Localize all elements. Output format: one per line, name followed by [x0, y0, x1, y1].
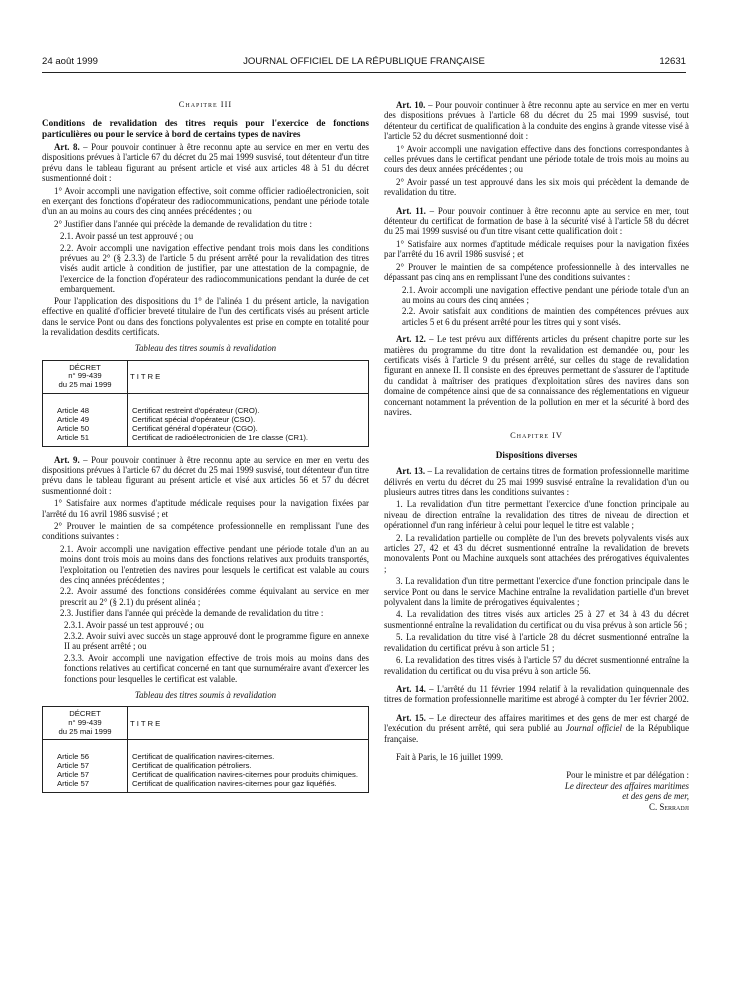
table-cell-titre: Certificat de qualification navires-citernes pour gaz liquéfiés.	[128, 779, 369, 793]
table-cell-article: Article 51	[43, 433, 128, 447]
table-row	[43, 770, 369, 779]
article-12-text: – Le test prévu aux différents articles du présent chapitre porte sur les matières du programme du titre dont la revalidation est demandée ou, pour les certificats visés à l'article 9 du présent arrêté, sur celles du stage de revalidation figurant en annexe II. Il consiste en des épreuves permettant de s'assurer de l'aptitude du candidat à maîtriser des pratiques d'exploitation sûres des navires dans son domaine de compétence ainsi que de sa connaissance des réglementations en vigueur concernant notamment la prévention de la pollution en mer et la sécurité à bord des navires.	[384, 334, 689, 417]
article-15-text: – Le directeur des affaires maritimes et des gens de mer est chargé de l'exécution du présent arrêté, qui sera publié au	[384, 712, 689, 734]
table-1-header-decret-line: n° 99-439	[68, 371, 102, 381]
article-14	[384, 684, 689, 705]
journal-officiel-title: Journal officiel	[565, 723, 622, 734]
article-13	[384, 466, 689, 497]
table-cell-titre: Certificat spécial d'opérateur (CSO).	[128, 415, 369, 424]
article-8-item-2-2: 2.2. Avoir accompli une navigation effective pendant trois mois dans les conditions prévues au 2° (§ 2.3.3) de l'article 5 du présent arrêté pour la revalidation des titres visés audit article à condition de justifier, par une attestation de la compagnie, de l'exercice de la fonction d'opérateur des radiocommunications pendant la durée de cet embarquement.	[60, 242, 369, 295]
article-14-label: Art. 14.	[396, 683, 426, 694]
article-9-text: – Pour pouvoir continuer à être reconnu apte au service en mer en vertu des dispositions prévues à l'article 67 du décret du 25 mai 1999 susvisé, tout détenteur d'un titre prévu dans le tableau figurant au présent article et visé aux articles 56 et 57 du décret susmentionné doit :	[42, 454, 369, 496]
article-9-item-2-1: 2.1. Avoir accompli une navigation effective pendant une période totale d'un an au moins dont trois mois au moins dans des fonctions relatives aux produits transportés, l'exploitation ou l'entretien des navires pour lesquels le certificat est valable au cours des cinq années précédentes ;	[60, 543, 369, 585]
table-2-header-decret-line: du 25 mai 1999	[58, 726, 112, 736]
left-column	[42, 100, 369, 801]
table-cell-article: Article 57	[43, 761, 128, 770]
article-8-item-2: 2° Justifier dans l'année qui précède la demande de revalidation du titre :	[54, 218, 312, 229]
article-9-item-2-3: 2.3. Justifier dans l'année qui précède la demande de revalidation du titre :	[60, 608, 324, 619]
signature-line-2: Le directeur des affaires maritimes	[564, 780, 689, 791]
signature-line-3: et des gens de mer,	[622, 791, 689, 802]
article-13-item: 4. La revalidation des titres visés aux articles 25 à 27 et 34 à 43 du décret susmentionné entraîne la revalidation du certificat ou du visa prévus à son article 56 ;	[384, 609, 689, 630]
article-9-item-2-3-2: 2.3.2. Avoir suivi avec succès un stage approuvé dont le programme figure en annexe II au présent arrêté ; ou	[64, 631, 369, 652]
table-2-header	[43, 707, 369, 740]
table-1-header-titre: TITRE	[128, 360, 369, 393]
article-10-item-1: 1° Avoir accompli une navigation effective dans des fonctions correspondantes à celles prévues dans le certificat pendant une période totale de trois mois au moins au cours des deux années précédentes ; ou	[384, 143, 689, 175]
table-cell-titre: Certificat général d'opérateur (CGO).	[128, 424, 369, 433]
table-row	[43, 415, 369, 424]
article-11-item-2: 2° Prouver le maintien de sa compétence professionnelle à des intervalles ne dépassant pas cinq ans en remplissant l'une des conditions suivantes :	[384, 261, 689, 283]
article-11	[384, 206, 689, 237]
article-15	[384, 713, 689, 744]
table-cell-titre: Certificat restreint d'opérateur (CRO).	[128, 393, 369, 415]
article-13-item: 6. La revalidation des titres visés à l'article 57 du décret susmentionné entraîne la revalidation du certificat ou du visa prévu à son article 56.	[384, 655, 689, 676]
table-row	[43, 779, 369, 793]
article-13-text: – La revalidation de certains titres de formation professionnelle maritime délivrés en vertu du décret du 25 mai 1999 susvisé entraîne la revalidation d'un ou plusieurs autres titres dans les conditions suivantes :	[384, 466, 689, 497]
article-11-item-2-1: 2.1. Avoir accompli une navigation effective pendant une période totale d'un an au moins au cours des cinq années ;	[402, 284, 689, 305]
article-9-item-2-2: 2.2. Avoir assumé des fonctions considérées comme équivalant au service en mer prescrit au 2° (§ 2.1) du présent alinéa ;	[60, 586, 369, 607]
article-9-item-2: 2° Prouver le maintien de sa compétence professionnelle en remplissant l'une des conditions suivantes :	[42, 520, 369, 542]
article-10-item-2: 2° Avoir passé un test approuvé dans les six mois qui précèdent la demande de revalidation du titre.	[384, 176, 689, 198]
chapter-4-heading: Chapitre IV	[510, 431, 563, 441]
table-cell-article: Article 56	[43, 740, 128, 762]
table-2-caption: Tableau des titres soumis à revalidation	[134, 690, 277, 701]
article-9-item-2-3-1: 2.3.1. Avoir passé un test approuvé ; ou	[64, 619, 204, 630]
table-cell-titre: Certificat de radioélectronicien de 1re classe (CR1).	[128, 433, 369, 447]
article-10	[384, 100, 689, 142]
article-9-item-2-3-3: 2.3.3. Avoir accompli une navigation effective de trois mois au moins dans des fonctions relatives au certificat concerné en tant que surnuméraire avant d'exercer les fonctions pour lesquelles le certificat est valable.	[64, 652, 369, 684]
table-cell-article: Article 49	[43, 415, 128, 424]
article-8	[42, 142, 369, 184]
article-8-paragraph: Pour l'application des dispositions du 1° de l'alinéa 1 du présent article, la navigation effective en qualité d'officier breveté titulaire de l'un des certificats visés au présent article dans le service Pont ou dans des fonctions polyvalentes est prise en compte en totalité pour la revalidation desdits certificats.	[42, 295, 369, 337]
table-1	[42, 360, 369, 447]
table-cell-titre: Certificat de qualification navires-citernes.	[128, 740, 369, 762]
table-cell-titre: Certificat de qualification navires-citernes pour produits chimiques.	[128, 770, 369, 779]
article-13-item: 2. La revalidation partielle ou complète de l'un des brevets polyvalents visés aux articles 27, 42 et 43 du décret susmentionné entraîne la revalidation de brevets monovalents Pont ou Machine auxquels sont attachées des prérogatives équivalentes ;	[384, 532, 689, 574]
table-row	[43, 393, 369, 415]
table-1-caption: Tableau des titres soumis à revalidation	[134, 343, 277, 354]
table-row	[43, 740, 369, 762]
table-row	[43, 761, 369, 770]
table-cell-titre: Certificat de qualification pétroliers.	[128, 761, 369, 770]
table-2	[42, 706, 369, 793]
page-header	[42, 56, 686, 73]
article-8-item-1: 1° Avoir accompli une navigation effective, soit comme officier radioélectronicien, soit en exerçant des fonctions d'opérateur des radiocommunications, pendant une période totale d'un an au moins au cours des cinq années précédentes ; ou	[42, 185, 369, 217]
signature-name: C. Serradji	[649, 801, 689, 812]
article-15-label: Art. 15.	[396, 712, 426, 723]
article-10-label: Art. 10.	[396, 100, 426, 110]
table-1-header-decret	[43, 360, 128, 393]
article-13-item: 3. La revalidation d'un titre permettant l'exercice d'une fonction principale dans le service Pont ou dans le service Machine entraîne la revalidation partielle d'un brevet polyvalent dans la limite de prérogatives équivalentes ;	[384, 576, 689, 608]
article-14-text: – L'arrêté du 11 février 1994 relatif à la revalidation quinquennale des titres de formation professionnelle maritime est abrogé à compter du 1er février 2002.	[384, 683, 689, 705]
article-10-text: – Pour pouvoir continuer à être reconnu apte au service en mer en vertu des dispositions prévues à l'article 68 du décret du 25 mai 1999 susvisé, tout détenteur du certificat de qualification à la conduite des engins à grande vitesse visé à l'article 52 du décret susmentionné doit :	[384, 100, 689, 142]
table-row	[43, 433, 369, 447]
table-1-header-decret-line: DÉCRET	[69, 362, 101, 372]
header-page-number: 12631	[659, 56, 686, 67]
table-1-header	[43, 360, 369, 393]
header-journal-title: JOURNAL OFFICIEL DE LA RÉPUBLIQUE FRANÇAISE	[243, 56, 485, 67]
table-1-header-decret-line: du 25 mai 1999	[58, 379, 112, 389]
article-11-item-1: 1° Satisfaire aux normes d'aptitude médicale requises pour la navigation fixées par l'arrêté du 16 avril 1986 susvisé ; et	[384, 238, 689, 260]
chapter-4-title: Dispositions diverses	[495, 449, 578, 460]
table-2-header-titre: TITRE	[128, 707, 369, 740]
article-9	[42, 455, 369, 497]
table-2-header-decret-line: DÉCRET	[69, 709, 101, 719]
article-13-label: Art. 13.	[396, 466, 426, 477]
table-2-header-decret-line: n° 99-439	[68, 718, 102, 728]
table-row	[43, 424, 369, 433]
table-cell-article: Article 57	[43, 770, 128, 779]
article-8-label: Art. 8.	[54, 142, 80, 152]
done-at-paris: Fait à Paris, le 16 juillet 1999.	[396, 751, 503, 762]
article-9-item-1: 1° Satisfaire aux normes d'aptitude médicale requises pour la navigation fixées par l'arrêté du 16 avril 1986 susvisé ; et	[42, 498, 369, 519]
header-date: 24 août 1999	[42, 56, 99, 67]
article-8-item-2-1: 2.1. Avoir passé un test approuvé ; ou	[60, 231, 194, 242]
table-cell-article: Article 48	[43, 393, 128, 415]
table-cell-article: Article 50	[43, 424, 128, 433]
table-cell-article: Article 57	[43, 779, 128, 793]
article-9-label: Art. 9.	[54, 454, 80, 465]
article-11-text: – Pour pouvoir continuer à être reconnu apte au service en mer, tout détenteur du certificat de formation de base à la sécurité visé à l'article 58 du décret du 25 mai 1999 susvisé ou d'un titre visant cette qualification doit :	[384, 205, 689, 237]
article-12	[384, 334, 689, 417]
table-2-header-decret	[43, 707, 128, 740]
chapter-3-title: Conditions de revalidation des titres requis pour l'exercice de fonctions particulières ou pour le service à bord de certains types de navires	[42, 118, 369, 140]
chapter-3-heading: Chapitre III	[178, 100, 233, 109]
article-11-item-2-2: 2.2. Avoir satisfait aux conditions de maintien des compétences prévues aux articles 5 et 6 du présent arrêté pour les titres qui y sont visés.	[402, 306, 689, 327]
article-13-item: 5. La revalidation du titre visé à l'article 28 du décret susmentionné entraîne la revalidation du certificat prévu à son article 51 ;	[384, 632, 689, 653]
article-11-label: Art. 11.	[396, 205, 426, 216]
article-13-item: 1. La revalidation d'un titre permettant l'exercice d'une fonction principale au niveau de direction entraîne la revalidation des titres de niveau de direction et opérationnel d'un rang inférieur à celui pour lequel le titre est valable ;	[384, 499, 689, 531]
article-12-label: Art. 12.	[396, 334, 426, 345]
signature-line-1: Pour le ministre et par délégation :	[566, 770, 689, 781]
right-column	[384, 100, 689, 812]
article-15-text-end: de la République française.	[384, 723, 690, 744]
article-8-text: – Pour pouvoir continuer à être reconnu apte au service en mer en vertu des dispositions prévues à l'article 67 du décret du 25 mai 1999 susvisé, tout détenteur d'un titre prévu dans le tableau figurant au présent article et visé aux articles 48 à 51 du décret susmentionné doit :	[42, 142, 369, 184]
